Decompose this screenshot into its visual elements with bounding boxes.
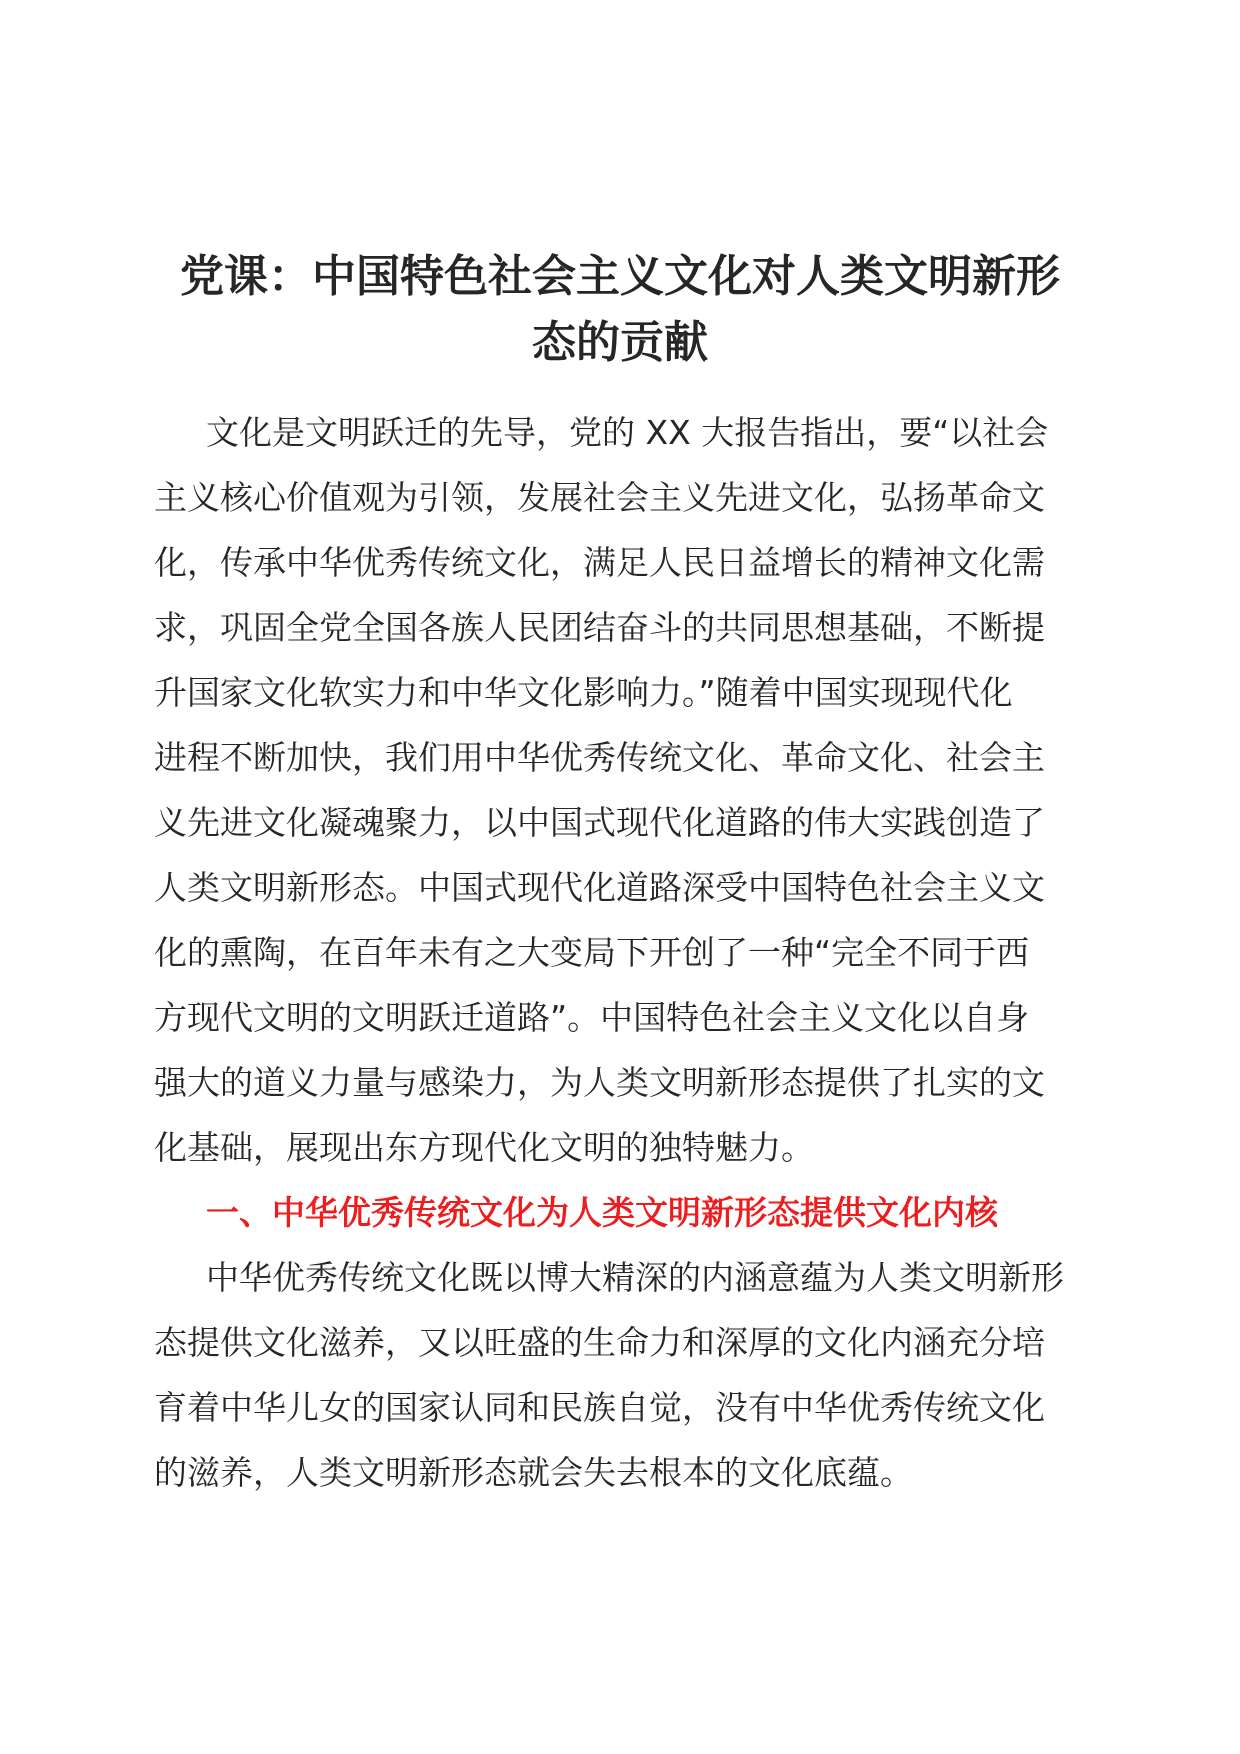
paragraph-line: 方现代文明的文明跃迁道路”。中国特色社会主义文化以自身 [154, 998, 1030, 1037]
paragraph-line: 强大的道义力量与感染力，为人类文明新形态提供了扎实的文 [154, 1063, 1045, 1102]
paragraph-line: 态提供文化滋养，又以旺盛的生命力和深厚的文化内涵充分培 [154, 1323, 1045, 1362]
section-heading: 一、中华优秀传统文化为人类文明新形态提供文化内核 [206, 1193, 998, 1232]
document-body [154, 400, 1094, 1505]
paragraph-line: 的滋养，人类文明新形态就会失去根本的文化底蕴。 [154, 1453, 913, 1492]
paragraph-line: 升国家文化软实力和中华文化影响力。”随着中国实现现代化 [154, 673, 1013, 712]
title-line-2: 态的贡献 [532, 317, 708, 368]
paragraph-line: 育着中华儿女的国家认同和民族自觉，没有中华优秀传统文化 [154, 1388, 1045, 1427]
title-line-1: 党课：中国特色社会主义文化对人类文明新形 [180, 251, 1060, 302]
paragraph-line: 义先进文化凝魂聚力，以中国式现代化道路的伟大实践创造了 [154, 803, 1045, 842]
paragraph-line: 主义核心价值观为引领，发展社会主义先进文化，弘扬革命文 [154, 478, 1045, 517]
paragraph-line: 化的熏陶，在百年未有之大变局下开创了一种“完全不同于西 [154, 933, 1030, 972]
document-title [150, 244, 1090, 376]
paragraph-line: 化基础，展现出东方现代化文明的独特魅力。 [154, 1128, 814, 1167]
section1-paragraph [154, 1245, 1094, 1505]
paragraph-line: 求，巩固全党全国各族人民团结奋斗的共同思想基础，不断提 [154, 608, 1045, 647]
paragraph-line: 人类文明新形态。中国式现代化道路深受中国特色社会主义文 [154, 868, 1045, 907]
intro-paragraph [154, 400, 1094, 1180]
paragraph-line: 文化是文明跃迁的先导，党的 XX 大报告指出，要“以社会 [206, 413, 1049, 452]
paragraph-line: 进程不断加快，我们用中华优秀传统文化、革命文化、社会主 [154, 738, 1045, 777]
paragraph-line: 化，传承中华优秀传统文化，满足人民日益增长的精神文化需 [154, 543, 1045, 582]
paragraph-line: 中华优秀传统文化既以博大精深的内涵意蕴为人类文明新形 [206, 1258, 1064, 1297]
